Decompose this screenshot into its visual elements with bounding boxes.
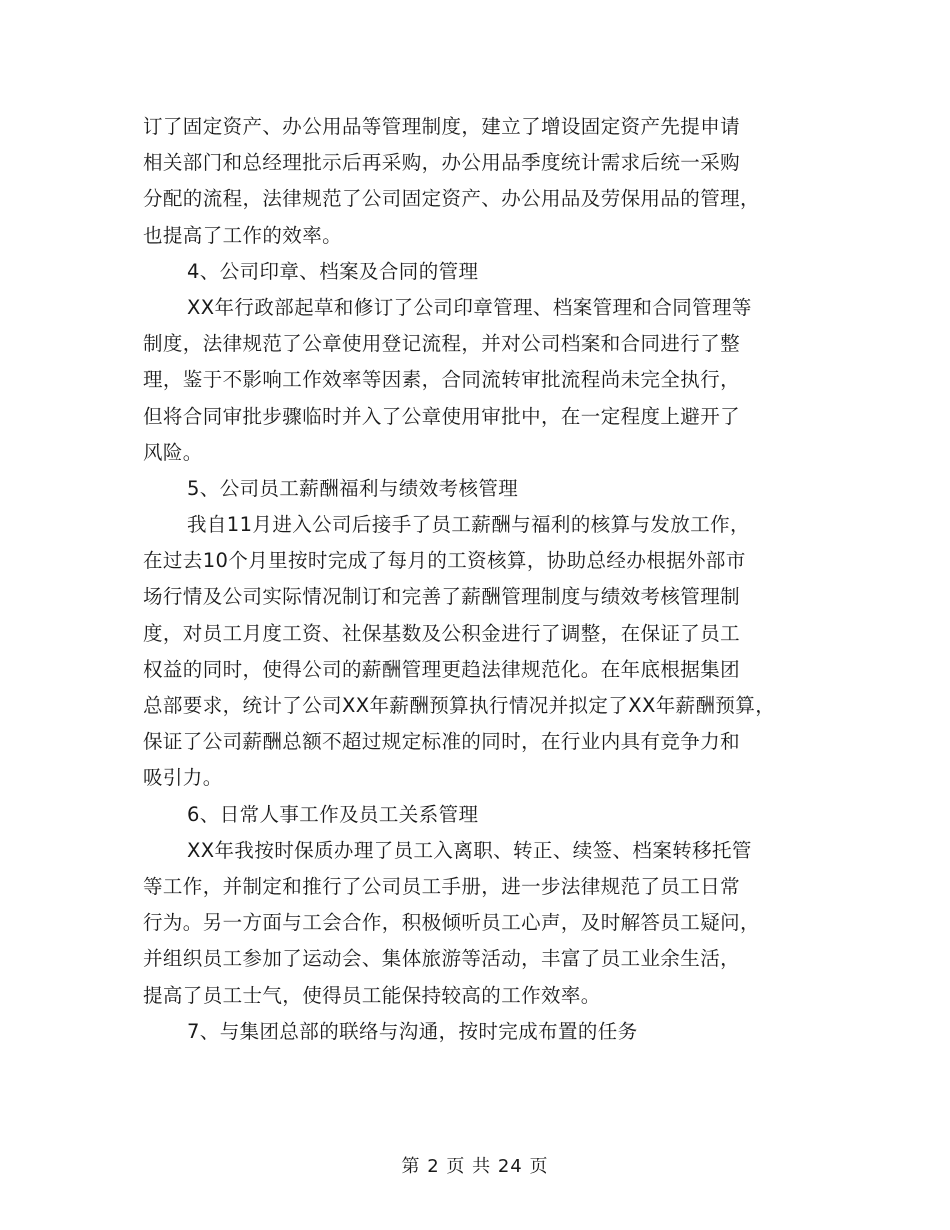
text-line: 但将合同审批步骤临时并入了公章使用审批中，在一定程度上避开了	[143, 404, 741, 428]
text-line: 在过去10个月里按时完成了每月的工资核算，协助总经办根据外部市	[143, 549, 746, 573]
text-line: 度，对员工月度工资、社保基数及公积金进行了调整，在保证了员工	[143, 621, 741, 645]
text-line: 制度，法律规范了公章使用登记流程，并对公司档案和合同进行了整	[143, 332, 741, 356]
paragraph-start-line: 我自11月进入公司后接手了员工薪酬与福利的核算与发放工作，	[187, 513, 750, 537]
document-body	[143, 109, 823, 1050]
text-line: 吸引力。	[143, 766, 223, 790]
text-line: 场行情及公司实际情况制订和完善了薪酬管理制度与绩效考核管理制	[143, 585, 741, 609]
text-line: 总部要求，统计了公司XX年薪酬预算执行情况并拟定了XX年薪酬预算，	[143, 694, 776, 717]
text-line: 相关部门和总经理批示后再采购，办公用品季度统计需求后统一采购	[143, 151, 741, 175]
text-line: 分配的流程，法律规范了公司固定资产、办公用品及劳保用品的管理，	[143, 187, 760, 211]
text-line: 理，鉴于不影响工作效率等因素，合同流转审批流程尚未完全执行，	[143, 368, 741, 392]
text-line: 行为。另一方面与工会合作，积极倾听员工心声，及时解答员工疑问，	[143, 911, 760, 935]
text-line: 保证了公司薪酬总额不超过规定标准的同时，在行业内具有竞争力和	[143, 730, 741, 754]
paragraph-start-line: 5、公司员工薪酬福利与绩效考核管理	[187, 476, 519, 500]
paragraph-start-line: 7、与集团总部的联络与沟通，按时完成布置的任务	[187, 1019, 638, 1043]
text-line: 提高了员工士气，使得员工能保持较高的工作效率。	[143, 983, 601, 1007]
text-line: 风险。	[143, 440, 203, 464]
paragraph-start-line: XX年行政部起草和修订了公司印章管理、档案管理和合同管理等	[187, 295, 752, 319]
paragraph-start-line: 4、公司印章、档案及合同的管理	[187, 259, 479, 283]
paragraph-start-line: 6、日常人事工作及员工关系管理	[187, 802, 479, 826]
text-line: 等工作，并制定和推行了公司员工手册，进一步法律规范了员工日常	[143, 874, 741, 898]
text-line: 订了固定资产、办公用品等管理制度，建立了增设固定资产先提申请	[143, 115, 741, 138]
page-number-footer: 第 2 页 共 24 页	[401, 1156, 549, 1177]
text-line: 并组织员工参加了运动会、集体旅游等活动，丰富了员工业余生活，	[143, 947, 741, 971]
text-line: 也提高了工作的效率。	[143, 223, 343, 247]
text-line: 权益的同时，使得公司的薪酬管理更趋法律规范化。在年底根据集团	[143, 657, 741, 681]
paragraph-start-line: XX年我按时保质办理了员工入离职、转正、续签、档案转移托管	[187, 838, 752, 862]
